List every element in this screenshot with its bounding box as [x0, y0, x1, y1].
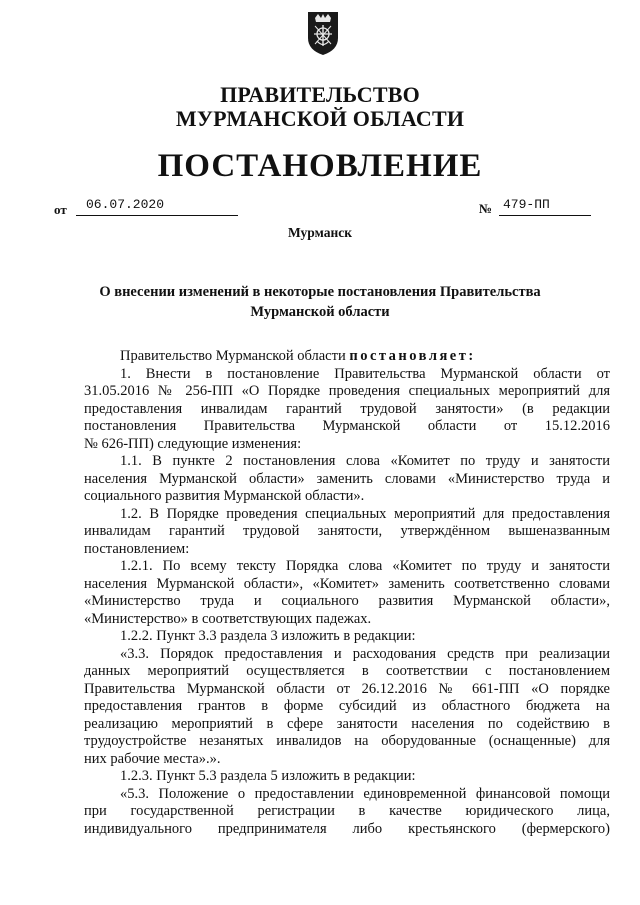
decree-title-line2: Мурманской области	[250, 304, 390, 320]
body-line: реализацию мероприятий в сфере занятости населения по содействию в	[84, 715, 610, 732]
document-date: 06.07.2020	[76, 197, 238, 216]
government-name-line2: МУРМАНСКОЙ ОБЛАСТИ	[175, 106, 465, 131]
body-line: 31.05.2016 № 256-ПП «О Порядке проведения специальных мероприятий для	[84, 383, 610, 399]
body-line: предоставления инвалидам гарантий трудовой занятости» (в редакции	[84, 400, 610, 417]
body-line: данных мероприятий осуществляется в соответствии с постановлением	[84, 663, 610, 679]
government-name-line1: ПРАВИТЕЛЬСТВО	[220, 82, 420, 107]
city-name: Мурманск	[287, 225, 353, 240]
body-line: № 626-ПП) следующие изменения:	[84, 435, 302, 452]
body-line: 1.2.1. По всему тексту Порядка слова «Комитет по труду и занятости	[120, 558, 610, 574]
document-type-title: ПОСТАНОВЛЕНИЕ	[157, 148, 483, 184]
coat-of-arms-emblem	[306, 10, 340, 56]
body-line: «Министерство» в соответствующих падежах.	[84, 610, 372, 627]
body-line: 1.2. В Порядке проведения специальных мероприятий для предоставления	[120, 505, 610, 522]
body-line: населения Мурманской области» заменить словами «Министерство труда и	[84, 470, 610, 487]
decree-title	[0, 282, 640, 322]
body-line: 1.2.3. Пункт 5.3 раздела 5 изложить в редакции:	[120, 768, 416, 784]
date-number-row	[54, 197, 594, 219]
decree-body	[84, 348, 610, 838]
body-line: постановления Правительства Мурманской области от 15.12.2016	[84, 418, 610, 434]
intro-decree-word: постановляет:	[349, 348, 476, 364]
body-line: 1.1. В пункте 2 постановления слова «Комитет по труду и занятости	[120, 453, 610, 469]
number-label: №	[479, 201, 493, 216]
body-line: постановлением:	[84, 540, 190, 557]
document-number: 479-ПП	[499, 197, 591, 216]
body-line: социального развития Мурманской области».	[84, 488, 365, 504]
body-line: 1.2.2. Пункт 3.3 раздела 3 изложить в редакции:	[120, 628, 416, 644]
body-line: при государственной регистрации в качестве юридического лица,	[84, 803, 610, 819]
body-line: «Министерство труда и социального развития Мурманской области»,	[84, 593, 610, 609]
body-line: Правительства Мурманской области от 26.12.2016 № 661-ПП «О порядке	[84, 680, 610, 697]
body-line: предоставления грантов в форме субсидий из областного бюджета на	[84, 698, 610, 714]
body-line: 1. Внести в постановление Правительства Мурманской области от	[120, 365, 610, 382]
body-line: индивидуального предпринимателя либо крестьянского (фермерского)	[84, 820, 610, 837]
intro-line	[84, 348, 610, 366]
intro-text: Правительство Мурманской области	[120, 348, 350, 364]
from-label: от	[54, 202, 67, 217]
decree-title-line1: О внесении изменений в некоторые постановления Правительства	[99, 284, 541, 300]
body-line: трудоустройстве незанятых инвалидов на оборудованные (оснащенные) для	[84, 733, 610, 749]
body-line: «3.3. Порядок предоставления и расходования средств при реализации	[120, 645, 610, 662]
body-line: инвалидам гарантий трудовой занятости, утверждённом вышеназванным	[84, 523, 610, 539]
body-line: населения Мурманской области», «Комитет» заменить соответственно словами	[84, 575, 610, 592]
body-line: «5.3. Положение о предоставлении единовременной финансовой помощи	[120, 785, 610, 802]
body-line: них рабочие места».».	[84, 750, 221, 767]
